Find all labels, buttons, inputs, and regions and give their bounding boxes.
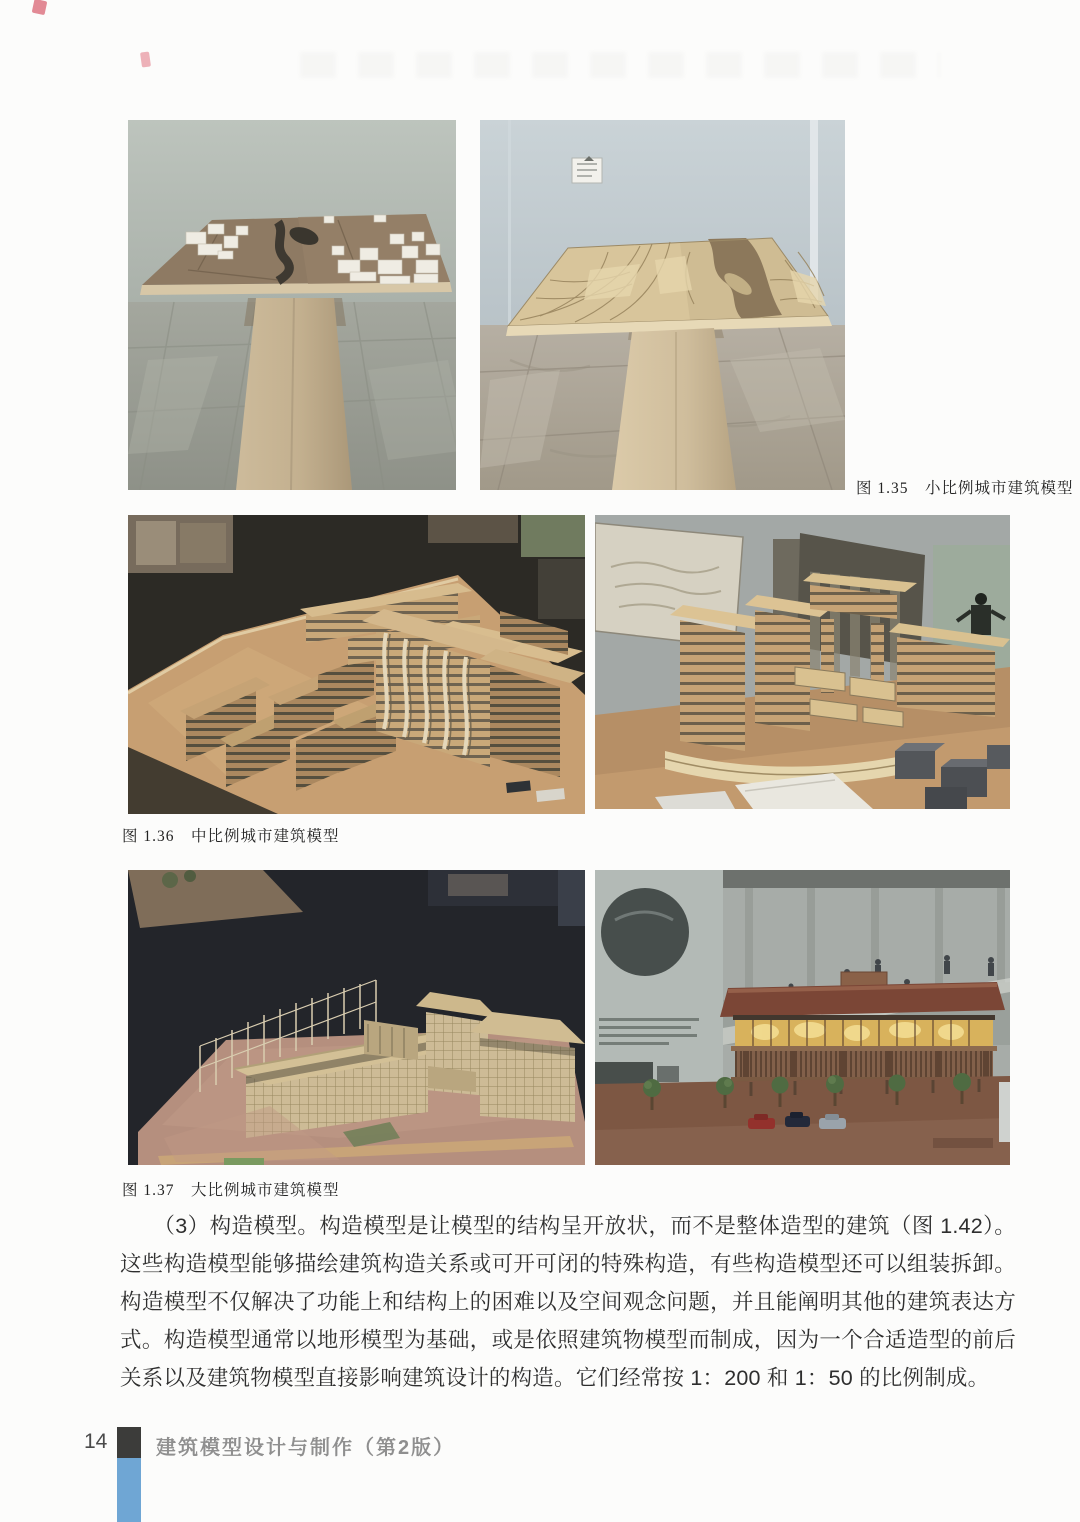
photo-large-scale-model-left <box>128 870 585 1165</box>
scan-ghosting <box>300 52 940 78</box>
page-number: 14 <box>84 1430 108 1453</box>
scan-artifact <box>32 0 48 15</box>
photo-small-scale-model-right <box>480 120 845 490</box>
figure-caption-1-37: 图 1.37 大比例城市建筑模型 <box>122 1182 340 1199</box>
photo-medium-scale-model-right <box>595 515 1010 809</box>
footer-dark-block <box>117 1427 141 1458</box>
photo-medium-scale-model-left <box>128 515 585 814</box>
figure-caption-1-35: 图 1.35 小比例城市建筑模型 <box>856 480 1074 497</box>
body-paragraph: （3）构造模型。构造模型是让模型的结构呈开放状，而不是整体造型的建筑（图 1.42）。这些构造模型能够描绘建筑构造关系或可开可闭的特殊构造，有些构造模型还可以组装拆卸。构造模型不仅解决了功能上和结构上的困难以及空间观念问题，并且能阐明其他的建筑表达方式。构造模型通常以地形模型为基础，或是依照建筑物模型而制成，因为一个合适造型的前后关系以及建筑物模型直接影响建筑设计的构造。它们经常按 1：200 和 1：50 的比例制成。 <box>120 1214 1016 1390</box>
scan-artifact <box>140 51 151 67</box>
photo-small-scale-model-left <box>128 120 456 490</box>
photo-large-scale-model-right <box>595 870 1010 1165</box>
book-title: 建筑模型设计与制作（第2版） <box>156 1437 456 1459</box>
footer-accent-bar <box>117 1458 141 1522</box>
figure-caption-1-36: 图 1.36 中比例城市建筑模型 <box>122 828 340 845</box>
